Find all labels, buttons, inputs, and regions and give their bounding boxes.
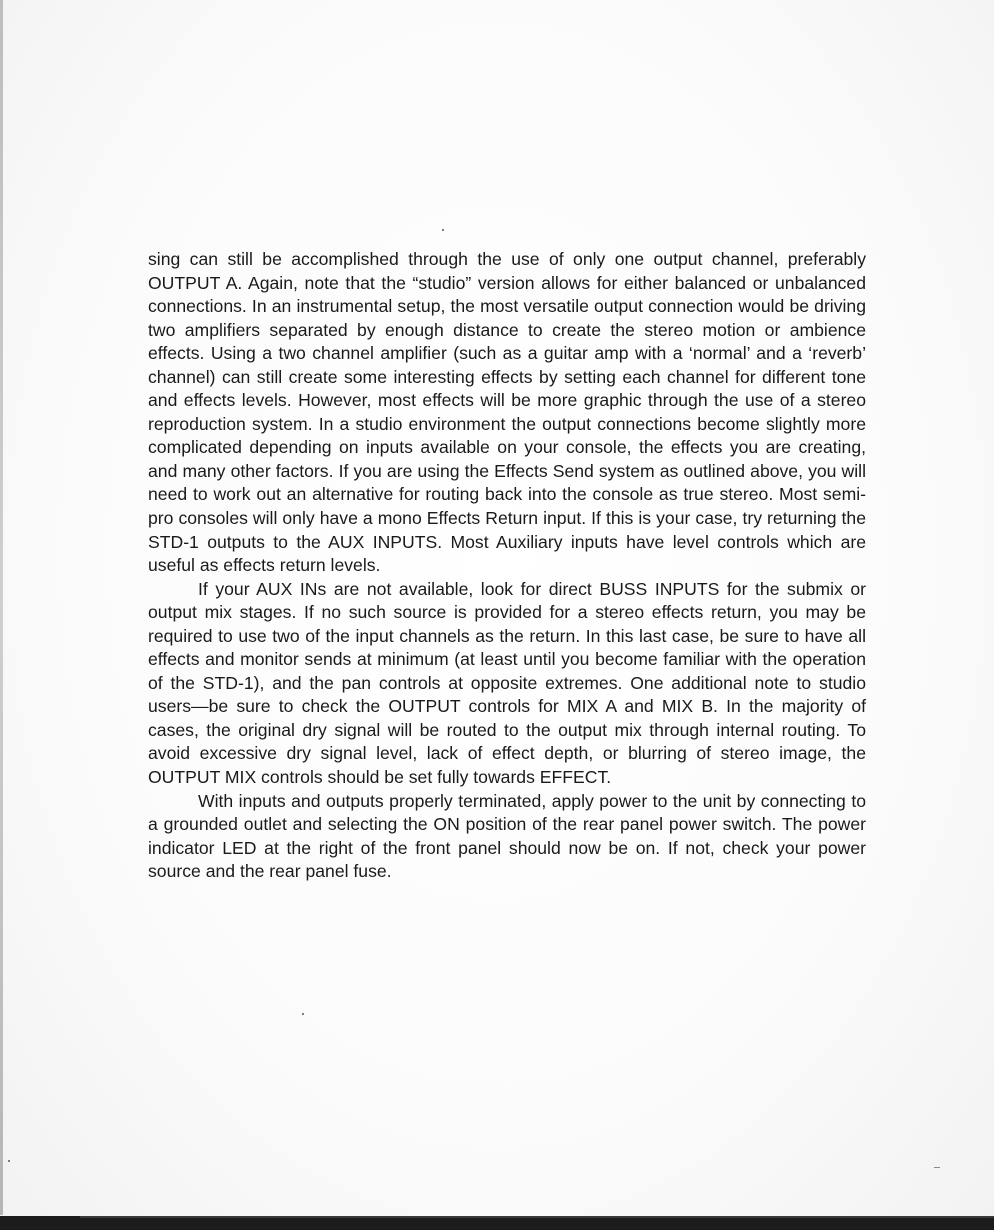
scan-bottom-border-edge xyxy=(80,1216,994,1218)
scan-speck xyxy=(442,229,444,231)
paragraph-power-on: With inputs and outputs properly terminated, apply power to the unit by connecting to a grounded outlet and selecting the ON position of the rear panel power switch. The power indicator LED at the right of the front panel should now be on. If not, check your power source and the rear panel fuse. xyxy=(148,790,866,882)
scan-speck xyxy=(8,1160,10,1162)
scan-speck xyxy=(302,1013,304,1015)
paragraph-aux-inputs: If your AUX INs are not available, look for direct BUSS INPUTS for the submix or output mix stages. If no such source is provided for a stereo effects return, you may be required to use two of the input channels as the return. In this last case, be sure to have all effects and monitor sends at minimum (at least until you become familiar with the operation of the STD-1), and the pan controls at opposite extremes. One additional note to studio users—be sure to check the OUTPUT controls for MIX A and MIX B. In the majority of cases, the original dry signal will be routed to the output mix through internal routing. To avoid excessive dry signal level, lack of effect depth, or blurring of stereo image, the OUTPUT MIX controls should be set fully towards EFFECT. xyxy=(148,578,866,788)
scan-speck xyxy=(934,1167,940,1168)
page-left-edge xyxy=(0,0,3,1215)
body-text xyxy=(148,248,866,884)
paragraph-continuation: sing can still be accomplished through the use of only one output channel, preferably OUTPUT A. Again, note that the “studio” version allows for either balanced or unbalanced connections. In an instrumental setup, the most versatile output connection would be driving two amplifiers separated by enough distance to create the stereo motion or ambience effects. Using a two channel amplifier (such as a guitar amp with a ‘normal’ and a ‘reverb’ channel) can still create some interesting effects by setting each channel for different tone and effects levels. However, most effects will be more graphic through the use of a stereo reproduction system. In a studio environment the output connections become slightly more complicated depending on inputs available on your console, the effects you are creating, and many other factors. If you are using the Effects Send system as outlined above, you will need to work out an alternative for routing back into the console as true stereo. Most semi-pro consoles will only have a mono Effects Return input. If this is your case, try returning the STD-1 outputs to the AUX INPUTS. Most Auxiliary inputs have level controls which are useful as effects return levels. xyxy=(148,249,866,576)
scan-bottom-border xyxy=(0,1216,994,1230)
